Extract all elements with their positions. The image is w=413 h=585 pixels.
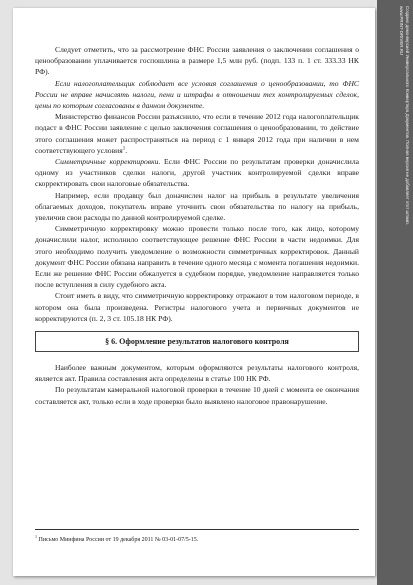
footnote-reference[interactable]: 1	[122, 146, 126, 152]
footnote-marker: 1	[35, 534, 37, 539]
paragraph: Симметричную корректировку можно провести только после того, как лицо, которому доначислили налог, исполнило соответствующее решение ФНС России в части недоимки. Для этого необходимо получить уведомление о возможности симметричных корректировок. Данный документ ФНС России обязана направить в течение одного месяца с момента погашения недоимки. Если же решение ФНС России обжалуется в судебном порядке, уведомление направляется только после вступления в силу судебного акта.	[35, 224, 359, 290]
paragraph: Наиболее важным документом, которым оформляются результаты налогового контроля, является акт. Правила составления акта определены в статье 100 НК РФ.	[35, 363, 359, 384]
watermark-line: Создано демо-версией Универсального Конвертера Документов. Полная версия не добавляет этот штамп.	[405, 6, 410, 226]
paragraph: Стоит иметь в виду, что симметричную корректировку отражают в том налоговом периоде, в котором она была произведена. Регистры налогового учета и первичных документов не корректируются (п. 2, 3 ст. 105.18 НК РФ).	[35, 291, 359, 323]
paragraph: Например, если продавцу был доначислен налог на прибыль в результате увеличения облагаемых доходов, покупатель вправе уточнить свои обязательства по налогу на прибыль, увеличив свои расходы по данной контролируемой сделке.	[35, 190, 359, 223]
paragraph-text: Министерство финансов России разъяснило, что если в течение 2012 года налогоплательщик подаст в ФНС России заявление с целью заключения соглашения о ценообразовании, то действие этого соглашения может распространяться на период с 1 января 2012 года при наличии в нем соответствующего условия	[35, 112, 359, 155]
paragraph: Следует отметить, что за рассмотрение ФНС России заявления о заключении соглашения о ценообразовании уплачивается госпошлина в размере 1,5 млн руб. (подп. 133 п. 1 ст. 333.33 НК РФ).	[35, 45, 359, 77]
document-page	[13, 8, 375, 576]
paragraph	[35, 156, 359, 190]
footnote	[35, 529, 359, 544]
watermark-link[interactable]: www.PRINT-DRIVER.RU	[399, 6, 404, 56]
paragraph-italic: Если налогоплательщик соблюдает все условия соглашения о ценообразовании, то ФНС России не вправе начислять налоги, пени и штрафы в отношении тех контролируемых сделок, цены по которым согласованы в данном документе.	[35, 78, 359, 111]
paragraph: По результатам камеральной налоговой проверки в течение 10 дней с момента ее окончания составляется акт, только если в ходе проверки было выявлено налоговое правонарушение.	[35, 385, 359, 406]
watermark-text	[380, 6, 410, 584]
paragraph-lead-italic: Симметричные корректировки.	[55, 157, 161, 167]
section-heading: § 6. Оформление результатов налогового контроля	[35, 331, 359, 352]
footnote-text: Письмо Минфина России от 19 декабря 2011 № 03-01-07/5-15.	[38, 537, 199, 543]
paragraph-end: .	[125, 145, 128, 155]
document-body	[35, 44, 359, 407]
paragraph	[35, 111, 359, 156]
paragraph-text: Если ФНС России по результатам проверки доначислила одному из участников сделки налоги, другой участник контролируемой сделки вправе скорректировать свои налоговые обязательства.	[35, 157, 359, 189]
